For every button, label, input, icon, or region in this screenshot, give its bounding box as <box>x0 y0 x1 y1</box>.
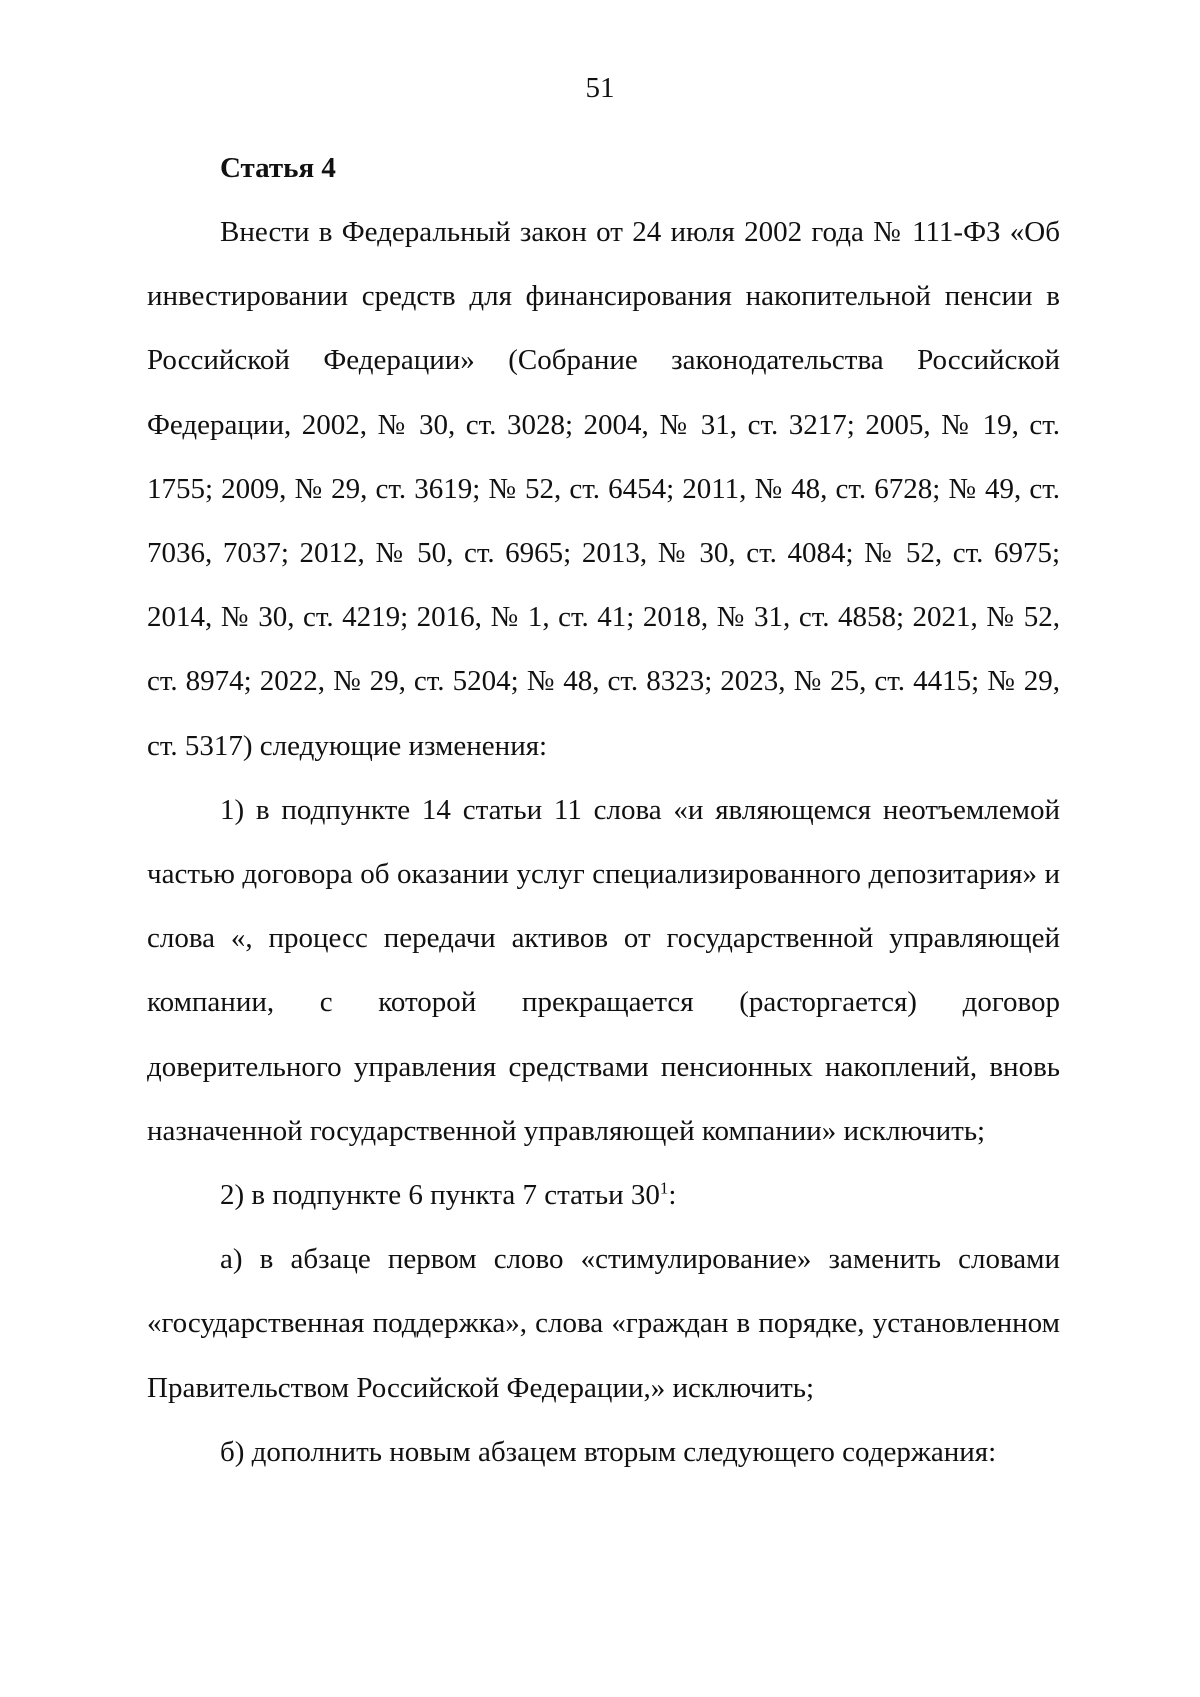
paragraph-item-1: 1) в подпункте 14 статьи 11 слова «и являющемся неотъемлемой частью договора об оказании услуг специализированного депозитария» и слова «, процесс передачи активов от государственной управляющей компании, с которой прекращается (расторгается) договор доверительного управления средствами пенсионных накоплений, вновь назначенной государственной управляющей компании» исключить; <box>147 793 1060 1147</box>
article-title: Статья 4 <box>220 152 336 184</box>
paragraph-item-2 <box>147 1163 1060 1227</box>
paragraph-subitem-b: б) дополнить новым абзацем вторым следующего содержания: <box>220 1435 997 1468</box>
document-body <box>147 200 1060 1484</box>
superscript-marker: 1 <box>659 1178 669 1198</box>
paragraph-subitem-a: а) в абзаце первом слово «стимулирование» заменить словами «государственная поддержка», слова «граждан в порядке, установленном Правительством Российской Федерации,» исключить; <box>147 1243 1060 1404</box>
paragraph-item-2-end: : <box>668 1179 677 1212</box>
paragraph-intro: Внести в Федеральный закон от 24 июля 2002 года № 111-ФЗ «Об инвестировании средств для финансирования накопительной пенсии в Российской Федерации» (Собрание законодательства Российской Федерации, 2002, № 30, ст. 3028; 2004, № 31, ст. 3217; 2005, № 19, ст. 1755; 2009, № 29, ст. 3619; № 52, ст. 6454; 2011, № 48, ст. 6728; № 49, ст. 7036, 7037; 2012, № 50, ст. 6965; 2013, № 30, ст. 4084; № 52, ст. 6975; 2014, № 30, ст. 4219; 2016, № 1, ст. 41; 2018, № 31, ст. 4858; 2021, № 52, ст. 8974; 2022, № 29, ст. 5204; № 48, ст. 8323; 2023, № 25, ст. 4415; № 29, ст. 5317) следующие изменения: <box>147 216 1060 762</box>
page-number: 51 <box>585 72 615 104</box>
paragraph-item-2-text: 2) в подпункте 6 пункта 7 статьи 30 <box>220 1179 660 1212</box>
